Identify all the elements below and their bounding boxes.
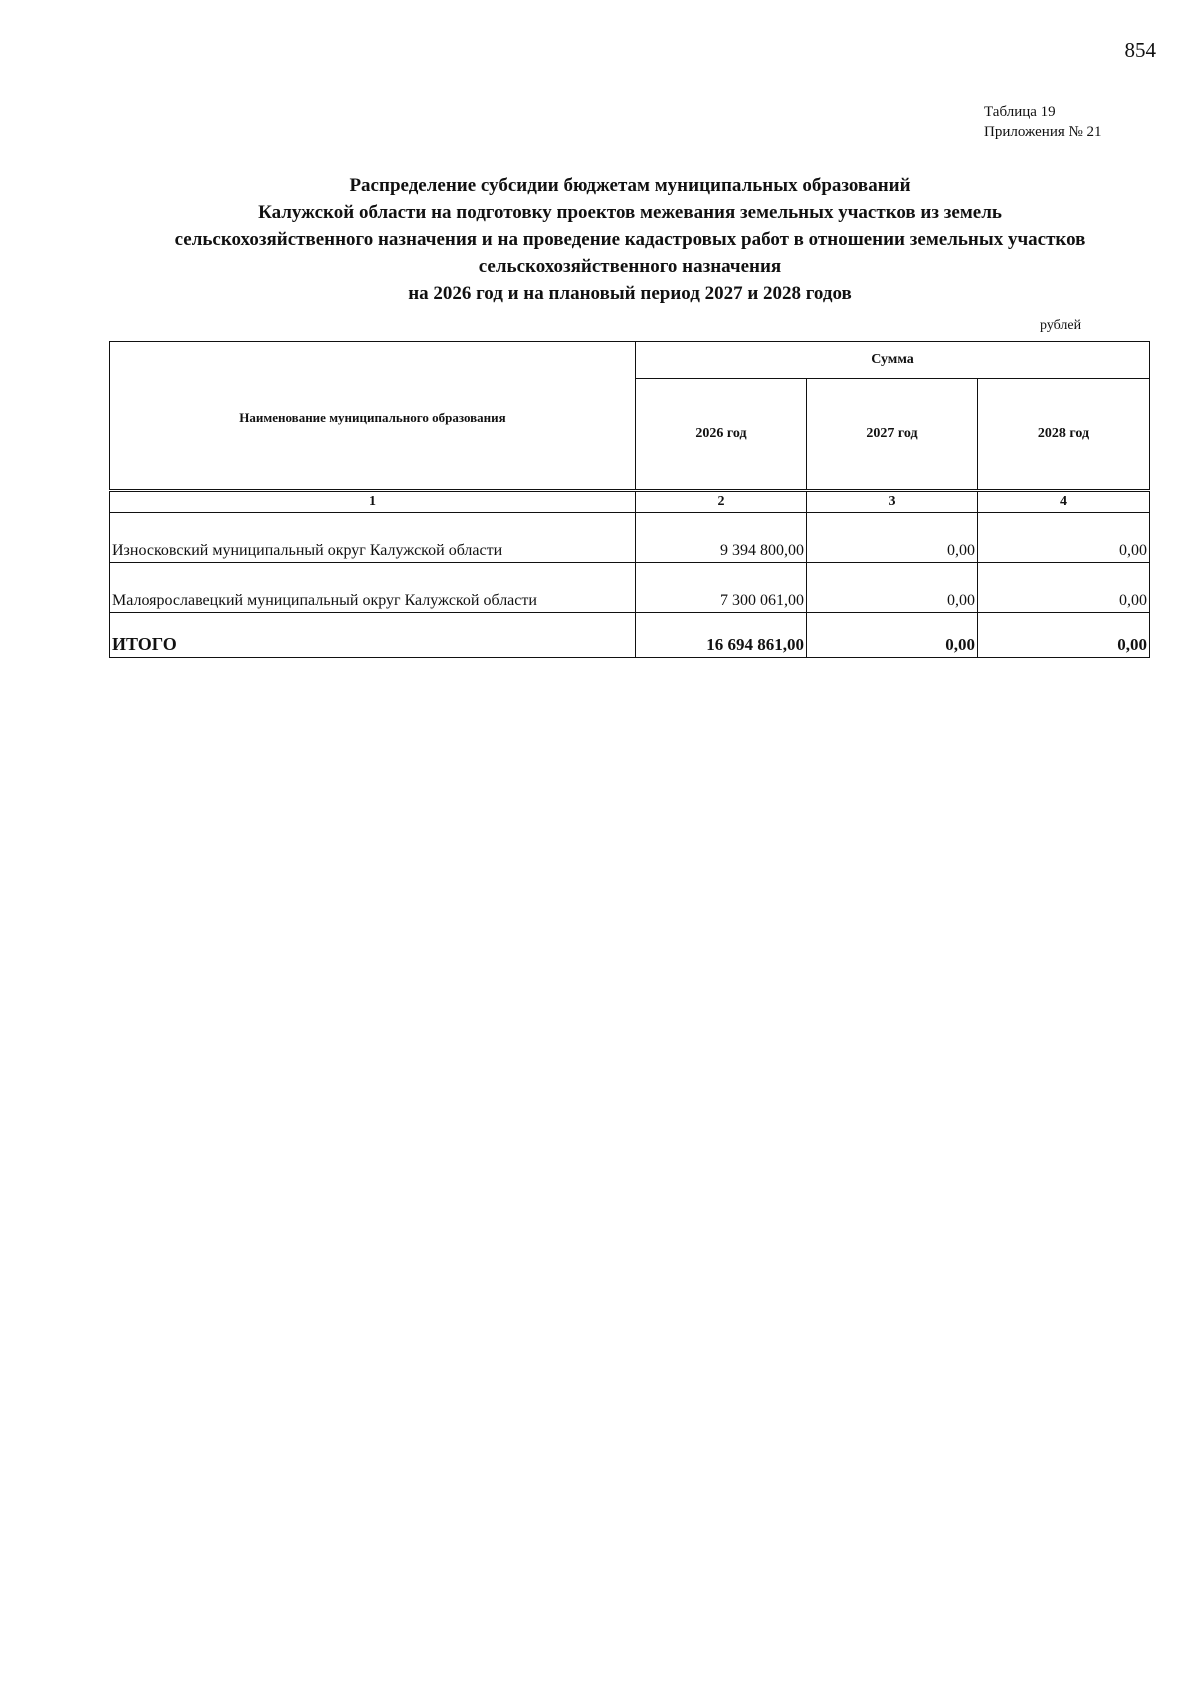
total-label: ИТОГО (110, 613, 636, 658)
table-row (110, 563, 1150, 613)
header-name-cell: Наименование муниципального образования (110, 342, 636, 491)
total-row (110, 613, 1150, 658)
title-line: сельскохозяйственного назначения (478, 256, 782, 277)
column-number-row (110, 491, 1150, 513)
total-2028: 0,00 (978, 613, 1150, 658)
header-year-2026: 2026 год (636, 379, 807, 491)
header-year-2027: 2027 год (807, 379, 978, 491)
table-number: Таблица 19 (984, 104, 1056, 120)
column-number: 2 (636, 491, 807, 513)
document-title (100, 172, 1160, 307)
units-label: рублей (1040, 318, 1082, 333)
municipality-name: Малоярославецкий муниципальный округ Калужской области (110, 563, 636, 613)
column-number: 3 (807, 491, 978, 513)
title-line: Распределение субсидии бюджетам муниципальных образований (349, 175, 911, 196)
amount-2026: 7 300 061,00 (636, 563, 807, 613)
header-sum-cell: Сумма (636, 342, 1150, 379)
header-year-2028: 2028 год (978, 379, 1150, 491)
title-line: Калужской области на подготовку проектов межевания земельных участков из земель (258, 202, 1002, 223)
amount-2027: 0,00 (807, 513, 978, 563)
municipality-name: Износковский муниципальный округ Калужской области (110, 513, 636, 563)
amount-2028: 0,00 (978, 563, 1150, 613)
page-number: 854 (1124, 38, 1156, 62)
subsidy-table (109, 341, 1150, 658)
column-number: 4 (978, 491, 1150, 513)
title-line: сельскохозяйственного назначения и на проведение кадастровых работ в отношении земельных участков (174, 229, 1086, 250)
table-row (110, 513, 1150, 563)
amount-2027: 0,00 (807, 563, 978, 613)
appendix-number: Приложения № 21 (984, 124, 1102, 140)
column-number: 1 (110, 491, 636, 513)
header-row (110, 342, 1150, 379)
amount-2026: 9 394 800,00 (636, 513, 807, 563)
total-2026: 16 694 861,00 (636, 613, 807, 658)
appendix-reference (984, 102, 1102, 142)
total-2027: 0,00 (807, 613, 978, 658)
amount-2028: 0,00 (978, 513, 1150, 563)
title-line: на 2026 год и на плановый период 2027 и 2028 годов (408, 283, 852, 304)
